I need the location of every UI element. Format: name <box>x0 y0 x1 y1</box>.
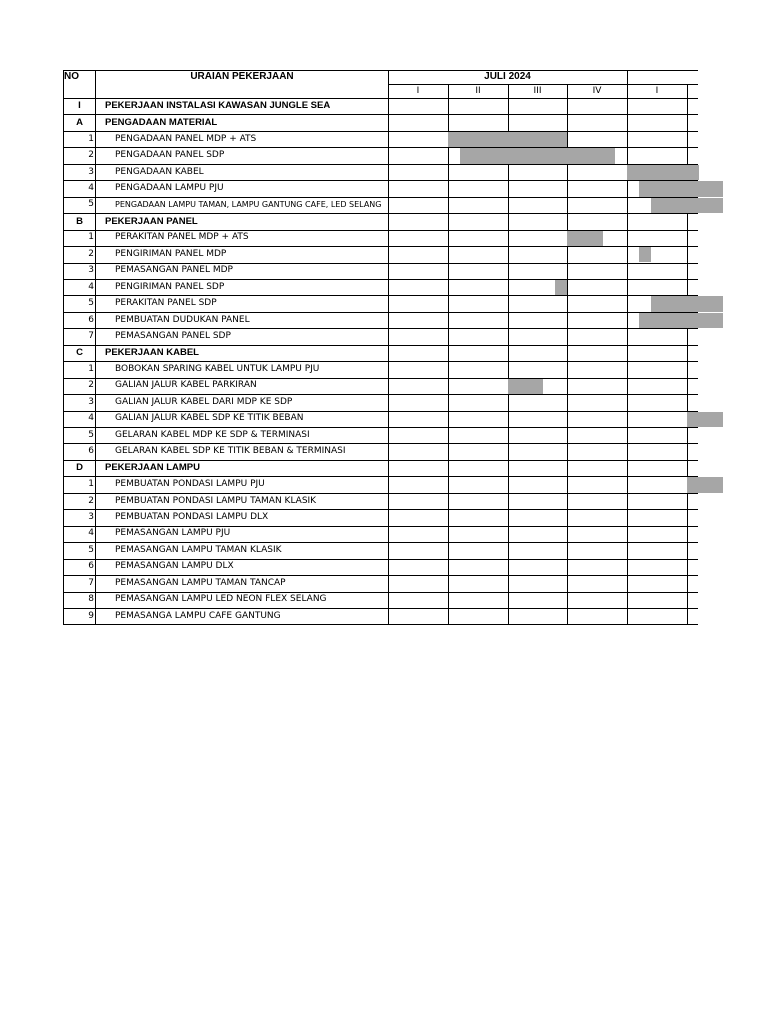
row-number: 7 <box>88 577 94 588</box>
task-label: PERAKITAN PANEL MDP + ATS <box>115 232 249 243</box>
row-number: 3 <box>88 265 94 276</box>
gantt-bar <box>687 412 723 427</box>
section-label: PEKERJAAN LAMPU <box>105 462 201 474</box>
task-label: PENGADAAN PANEL MDP + ATS <box>115 133 257 144</box>
row-number: 5 <box>88 199 94 210</box>
week-header: III <box>533 85 542 96</box>
col-line-week <box>567 84 568 625</box>
row-number: 3 <box>88 166 94 177</box>
task-label: PEMASANGAN LAMPU TAMAN KLASIK <box>115 544 282 555</box>
row-number: 4 <box>88 182 94 193</box>
row-number: 2 <box>88 495 94 506</box>
task-label: PENGIRIMAN PANEL MDP <box>115 248 227 259</box>
row-number: 6 <box>88 561 94 572</box>
task-label: PENGADAAN LAMPU TAMAN, LAMPU GANTUNG CAFE, LED SELANG <box>115 199 382 209</box>
row-number: 1 <box>88 133 94 144</box>
task-label: GALIAN JALUR KABEL SDP KE TITIK BEBAN <box>115 413 304 424</box>
task-label: PEMASANGAN LAMPU TAMAN TANCAP <box>115 577 286 588</box>
task-label: GALIAN JALUR KABEL DARI MDP KE SDP <box>115 396 293 407</box>
gantt-bar <box>651 296 723 311</box>
gantt-bar <box>448 132 568 147</box>
gantt-bar <box>555 280 567 295</box>
row-number: 6 <box>88 446 94 457</box>
task-label: GELARAN KABEL MDP KE SDP & TERMINASI <box>115 429 310 440</box>
header-no: NO <box>64 71 79 82</box>
header-month-divider <box>627 70 628 84</box>
row-number: 7 <box>88 331 94 342</box>
row-number: 2 <box>88 248 94 259</box>
header-uraian: URAIAN PEKERJAAN <box>190 71 294 82</box>
task-label: PEMBUATAN PONDASI LAMPU PJU <box>115 479 265 490</box>
row-number: 4 <box>88 413 94 424</box>
task-label: PEMASANGAN PANEL MDP <box>115 265 233 276</box>
row-number: 3 <box>88 396 94 407</box>
gantt-bar <box>567 231 603 246</box>
col-line-week <box>388 70 389 625</box>
row-number: 4 <box>88 281 94 292</box>
task-label: PENGADAAN PANEL SDP <box>115 150 225 161</box>
row-number: 5 <box>88 298 94 309</box>
task-label: PENGADAAN LAMPU PJU <box>115 182 224 193</box>
col-line-week <box>448 84 449 625</box>
row-number: 2 <box>88 380 94 391</box>
row-number: 3 <box>88 511 94 522</box>
col-line-week <box>508 84 509 625</box>
task-label: PEMBUATAN PONDASI LAMPU TAMAN KLASIK <box>115 495 317 506</box>
task-label: PEMASANGAN LAMPU LED NEON FLEX SELANG <box>115 594 327 605</box>
task-label: PENGADAAN KABEL <box>115 166 204 177</box>
task-label: PERAKITAN PANEL SDP <box>115 298 217 309</box>
row-number: 6 <box>88 314 94 325</box>
week-header: I <box>416 85 420 96</box>
row-number: C <box>76 347 83 359</box>
task-label: GALIAN JALUR KABEL PARKIRAN <box>115 380 257 391</box>
row-number: 2 <box>88 150 94 161</box>
task-label: PEMBUATAN PONDASI LAMPU DLX <box>115 511 269 522</box>
week-header: II <box>475 85 481 96</box>
section-label: PEKERJAAN INSTALASI KAWASAN JUNGLE SEA <box>105 100 331 112</box>
gantt-bar <box>639 247 651 262</box>
row-number: B <box>76 215 83 227</box>
task-label: PEMASANGAN LAMPU PJU <box>115 528 231 539</box>
week-header: IV <box>592 85 602 96</box>
task-label: PEMASANGAN LAMPU DLX <box>115 561 234 572</box>
task-label: GELARAN KABEL SDP KE TITIK BEBAN & TERMINASI <box>115 446 346 457</box>
gantt-bar <box>460 148 615 163</box>
task-label: PEMBUATAN DUDUKAN PANEL <box>115 314 250 325</box>
section-label: PEKERJAAN KABEL <box>105 347 199 359</box>
row-number: 1 <box>88 363 94 374</box>
row-number: 1 <box>88 232 94 243</box>
row-number: 9 <box>88 610 94 621</box>
task-label: PEMASANGAN PANEL SDP <box>115 331 231 342</box>
section-label: PEKERJAAN PANEL <box>105 215 198 227</box>
row-number: 5 <box>88 544 94 555</box>
gantt-bar <box>627 165 699 180</box>
gantt-bar <box>651 198 723 213</box>
gantt-bar <box>687 477 723 492</box>
row-number: D <box>76 462 83 474</box>
row-number: 5 <box>88 429 94 440</box>
gantt-bar <box>508 379 544 394</box>
task-label: PEMASANGA LAMPU CAFE GANTUNG <box>115 610 281 621</box>
row-number: 1 <box>88 479 94 490</box>
gantt-bar <box>639 313 723 328</box>
week-header: I <box>655 85 659 96</box>
task-label: BOBOKAN SPARING KABEL UNTUK LAMPU PJU <box>115 363 320 374</box>
task-label: PENGIRIMAN PANEL SDP <box>115 281 225 292</box>
gantt-bar <box>639 181 723 196</box>
row-number: 8 <box>88 594 94 605</box>
row-number: I <box>78 100 81 112</box>
row-number: A <box>76 116 83 128</box>
row-number: 4 <box>88 528 94 539</box>
header-month: JULI 2024 <box>484 71 531 82</box>
section-label: PENGADAAN MATERIAL <box>105 116 218 128</box>
